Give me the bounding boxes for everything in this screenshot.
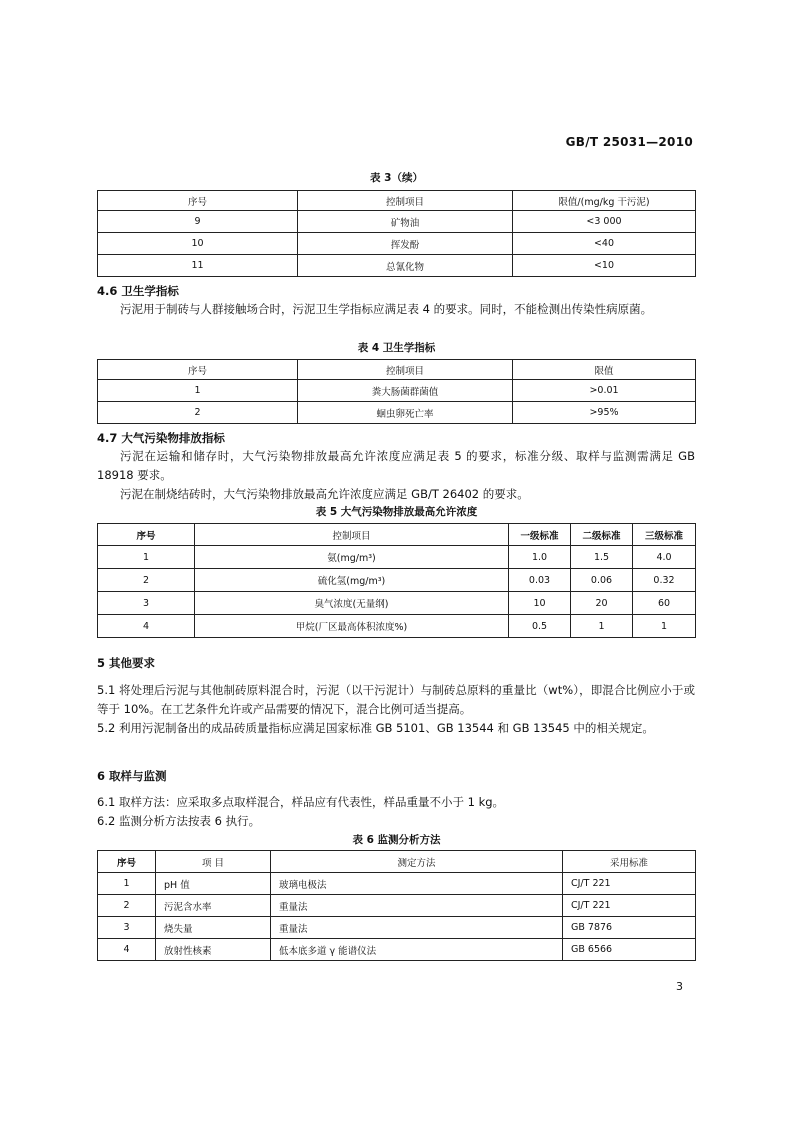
table4 <box>97 359 696 424</box>
section-5-1: 5.1 将处理后污泥与其他制砖原料混合时，污泥（以干污泥计）与制砖总原料的重量比（wt%），即混合比例应小于或等于 10%。在工艺条件允许或产品需要的情况下，混合比例可适当提高。 <box>97 683 695 716</box>
table6-header-cell: 序号 <box>98 851 156 873</box>
table3-header-cell: 序号 <box>98 191 298 211</box>
table-cell: >0.01 <box>513 380 696 402</box>
table-cell: 1.5 <box>571 546 633 569</box>
standard-code: GB/T 25031—2010 <box>565 135 693 149</box>
section-4-6-body: 污泥用于制砖与人群接触场合时，污泥卫生学指标应满足表 4 的要求。同时，不能检测出传染性病原菌。 <box>120 302 653 316</box>
table-cell: <10 <box>513 255 696 277</box>
table-row <box>98 402 696 424</box>
table6-header-cell: 采用标准 <box>563 851 696 873</box>
table-cell: 2 <box>98 569 195 592</box>
table-row <box>98 895 696 917</box>
section-6-1: 6.1 取样方法：应采取多点取样混合，样品应有代表性，样品重量不小于 1 kg。 <box>97 795 505 809</box>
table-cell: 9 <box>98 211 298 233</box>
table-row <box>98 211 696 233</box>
section-6-2: 6.2 监测分析方法按表 6 执行。 <box>97 814 261 828</box>
table-cell: 0.06 <box>571 569 633 592</box>
table-cell: 3 <box>98 917 156 939</box>
table-cell: 20 <box>571 592 633 615</box>
table4-header-row <box>98 360 696 380</box>
table-cell: 4 <box>98 939 156 961</box>
table-cell: 挥发酚 <box>298 233 513 255</box>
table3 <box>97 190 696 277</box>
table-cell: 10 <box>509 592 571 615</box>
table3-caption: 表 3（续） <box>370 172 423 184</box>
table-cell: 3 <box>98 592 195 615</box>
table-cell: 1.0 <box>509 546 571 569</box>
table-row <box>98 255 696 277</box>
section-4-7-heading: 4.7 大气污染物排放指标 <box>97 431 225 445</box>
section-5-2: 5.2 利用污泥制备出的成品砖质量指标应满足国家标准 GB 5101、GB 13544 和 GB 13545 中的相关规定。 <box>97 721 654 735</box>
table5-header-cell: 三级标准 <box>633 524 696 546</box>
table-cell: 1 <box>633 615 696 638</box>
table6 <box>97 850 696 961</box>
table-cell: GB 7876 <box>563 917 696 939</box>
section-4-7-body-2: 污泥在制烧结砖时，大气污染物排放最高允许浓度应满足 GB/T 26402 的要求。 <box>120 487 529 501</box>
section-6-heading: 6 取样与监测 <box>97 769 167 783</box>
table-row <box>98 917 696 939</box>
table-row <box>98 615 696 638</box>
table-cell: 0.5 <box>509 615 571 638</box>
table5-header-cell: 控制项目 <box>195 524 509 546</box>
table5-caption: 表 5 大气污染物排放最高允许浓度 <box>315 506 478 518</box>
table-cell: 硫化氢(mg/m³) <box>195 569 509 592</box>
table-cell: 10 <box>98 233 298 255</box>
table-cell: 0.03 <box>509 569 571 592</box>
table-row <box>98 233 696 255</box>
table3-header-cell: 限值/(mg/kg 干污泥) <box>513 191 696 211</box>
table-cell: 1 <box>98 380 298 402</box>
table6-header-cell: 测定方法 <box>271 851 563 873</box>
table-cell: 低本底多道 γ 能谱仪法 <box>271 939 563 961</box>
table-cell: 粪大肠菌群菌值 <box>298 380 513 402</box>
table-cell: <3 000 <box>513 211 696 233</box>
table-cell: 1 <box>98 546 195 569</box>
table-cell: 0.32 <box>633 569 696 592</box>
table5-header-row <box>98 524 696 546</box>
table-cell: 2 <box>98 402 298 424</box>
table-cell: 臭气浓度(无量纲) <box>195 592 509 615</box>
table-cell: 总氰化物 <box>298 255 513 277</box>
table-cell: <40 <box>513 233 696 255</box>
table5-header-cell: 一级标准 <box>509 524 571 546</box>
table-cell: 4.0 <box>633 546 696 569</box>
table-cell: GB 6566 <box>563 939 696 961</box>
table-cell: 氨(mg/m³) <box>195 546 509 569</box>
table-cell: 11 <box>98 255 298 277</box>
table4-caption: 表 4 卫生学指标 <box>357 342 436 354</box>
table-cell: 重量法 <box>271 895 563 917</box>
table5-header-cell: 二级标准 <box>571 524 633 546</box>
table6-header-row <box>98 851 696 873</box>
table4-header-cell: 控制项目 <box>298 360 513 380</box>
table-cell: 污泥含水率 <box>156 895 271 917</box>
table6-caption: 表 6 监测分析方法 <box>352 834 441 846</box>
table5-header-cell: 序号 <box>98 524 195 546</box>
table-cell: CJ/T 221 <box>563 873 696 895</box>
table-row <box>98 569 696 592</box>
table-row <box>98 939 696 961</box>
table-cell: 甲烷(厂区最高体积浓度%) <box>195 615 509 638</box>
table-cell: 烧失量 <box>156 917 271 939</box>
table-cell: 蛔虫卵死亡率 <box>298 402 513 424</box>
table-cell: >95% <box>513 402 696 424</box>
section-4-6-heading: 4.6 卫生学指标 <box>97 284 179 298</box>
table4-header-cell: 限值 <box>513 360 696 380</box>
table6-header-cell: 项 目 <box>156 851 271 873</box>
page-number: 3 <box>676 980 683 993</box>
table-cell: 2 <box>98 895 156 917</box>
table-cell: 放射性核素 <box>156 939 271 961</box>
section-5-heading: 5 其他要求 <box>97 656 156 670</box>
table-cell: 1 <box>98 873 156 895</box>
table-cell: 矿物油 <box>298 211 513 233</box>
table-cell: CJ/T 221 <box>563 895 696 917</box>
table5 <box>97 523 696 638</box>
table-cell: 玻璃电极法 <box>271 873 563 895</box>
section-4-7-body-1: 污泥在运输和储存时，大气污染物排放最高允许浓度应满足表 5 的要求，标准分级、取样与监测需满足 GB 18918 要求。 <box>97 449 695 482</box>
table4-header-cell: 序号 <box>98 360 298 380</box>
table-row <box>98 380 696 402</box>
table3-header-row <box>98 191 696 211</box>
table-row <box>98 546 696 569</box>
table-cell: pH 值 <box>156 873 271 895</box>
table-cell: 4 <box>98 615 195 638</box>
table-cell: 60 <box>633 592 696 615</box>
table-cell: 重量法 <box>271 917 563 939</box>
table-row <box>98 873 696 895</box>
table-cell: 1 <box>571 615 633 638</box>
table-row <box>98 592 696 615</box>
table3-header-cell: 控制项目 <box>298 191 513 211</box>
